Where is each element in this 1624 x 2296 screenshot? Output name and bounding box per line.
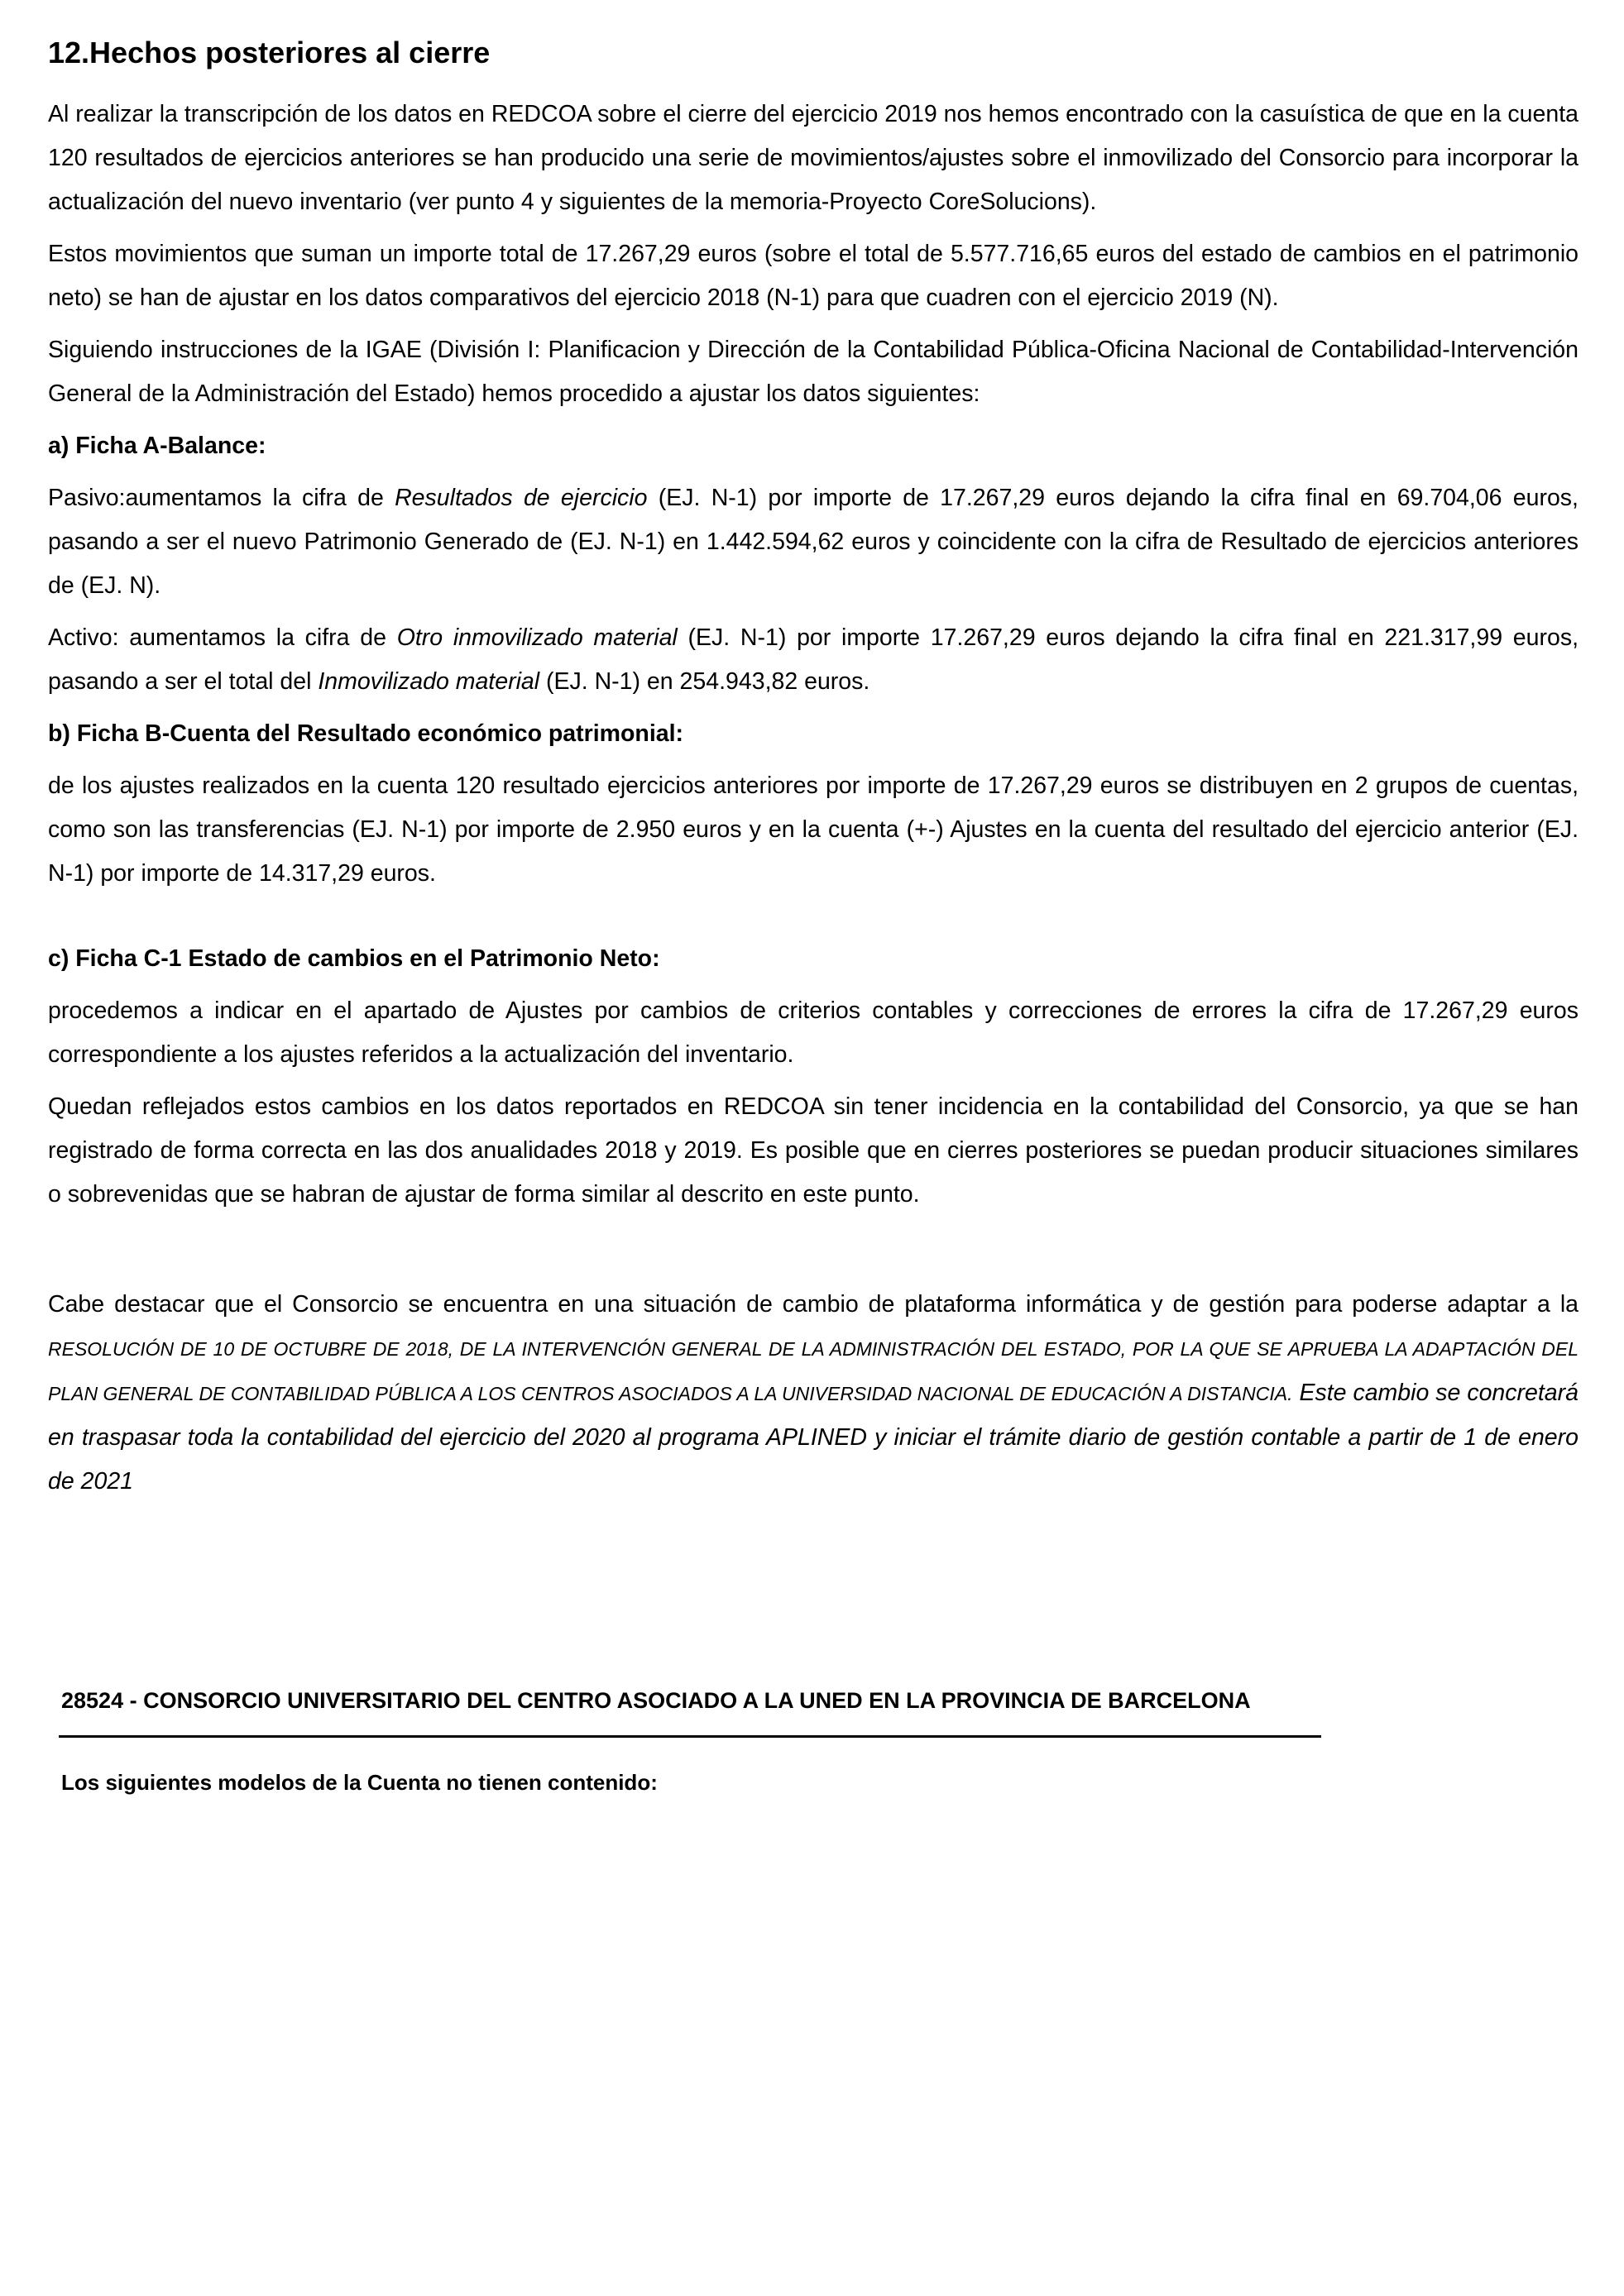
intro-paragraph: Al realizar la transcripción de los datos en REDCOA sobre el cierre del ejercicio 2019 nos hemos encontrado con la casuística de que en la cuenta 120 resultados de ejercicios anteriores se han producido una serie de movimientos/ajustes sobre el inmovilizado del Consorcio para incorporar la actualización del nuevo inventario (ver punto 4 y siguientes de la memoria-Proyecto CoreSolucions). <box>48 101 1578 215</box>
activo-text-1: Activo: aumentamos la cifra de <box>48 624 397 651</box>
activo-paragraph <box>48 616 1578 704</box>
ficha-b-paragraph: de los ajustes realizados en la cuenta 120 resultado ejercicios anteriores por importe de 17.267,29 euros se distribuyen en 2 grupos de cuentas, como son las transferencias (EJ. N-1) por importe de 2.950 euros y en la cuenta (+-) Ajustes en la cuenta del resultado del ejercicio anterior (EJ. N-1) por importe de 14.317,29 euros. <box>48 773 1578 887</box>
pasivo-text-1: Pasivo:aumentamos la cifra de <box>48 485 395 511</box>
activo-italic-term-2: Inmovilizado material <box>318 668 540 695</box>
ficha-c-heading: c) Ficha C-1 Estado de cambios en el Patrimonio Neto: <box>48 945 660 972</box>
spacer <box>48 1225 1578 1283</box>
resolution-citation: RESOLUCIÓN DE 10 DE OCTUBRE DE 2018, DE LA INTERVENCIÓN GENERAL DE LA ADMINISTRACIÓN DEL ESTADO, POR LA QUE SE APRUEBA LA ADAPTACIÓN DEL PLAN GENERAL DE CONTABILIDAD PÚBLICA A LOS CENTROS ASOCIADOS A LA UNIVERSIDAD NACIONAL DE EDUCACIÓN A DISTANCIA. <box>48 1338 1578 1404</box>
spacer <box>48 904 1578 937</box>
activo-text-3: (EJ. N-1) en 254.943,82 euros. <box>539 668 870 695</box>
igae-paragraph: Siguiendo instrucciones de la IGAE (División I: Planificacion y Dirección de la Contabilidad Pública-Oficina Nacional de Contabilidad-Intervención General de la Administración del Estado) hemos procedido a ajustar los datos siguientes: <box>48 337 1578 407</box>
pasivo-text-2: (EJ. N-1) por importe de 17.267,29 euros dejando la cifra final en 69.704,06 euros, pasando a ser el nuevo Patrimonio Generado de (EJ. N-1) en 1.442.594,62 euros y coincidente con la cifra de Resultado de ejercicios anteriores de (EJ. N). <box>48 485 1578 599</box>
activo-text-2: (EJ. N-1) por importe 17.267,29 euros dejando la cifra final en 221.317,99 euros, pasando a ser el total del <box>48 624 1578 695</box>
ficha-c-paragraph: procedemos a indicar en el apartado de Ajustes por cambios de criterios contables y correcciones de errores la cifra de 17.267,29 euros correspondiente a los ajustes referidos a la actualización del inventario. <box>48 997 1578 1068</box>
closing-paragraph <box>48 1283 1578 1504</box>
closing-lead: Cabe destacar que el Consorcio se encuentra en una situación de cambio de plataforma informática y de gestión para poderse adaptar a la <box>48 1291 1578 1318</box>
entity-title: 28524 - CONSORCIO UNIVERSITARIO DEL CENTRO ASOCIADO A LA UNED EN LA PROVINCIA DE BARCELONA <box>61 1688 1251 1713</box>
activo-italic-term-1: Otro inmovilizado material <box>396 624 678 651</box>
closing-tail: Este cambio se concretará en traspasar toda la contabilidad del ejercicio del 2020 al programa APLINED y iniciar el trámite diario de gestión contable a partir de 1 de enero de 2021 <box>48 1380 1578 1495</box>
footer-block <box>61 1684 1319 1820</box>
ficha-c-paragraph-2: Quedan reflejados estos cambios en los datos reportados en REDCOA sin tener incidencia en la contabilidad del Consorcio, ya que se han registrado de forma correcta en las dos anualidades 2018 y 2019. Es posible que en cierres posteriores se puedan producir situaciones similares o sobrevenidas que se habran de ajustar de forma similar al descrito en este punto. <box>48 1093 1578 1208</box>
ficha-a-heading: a) Ficha A-Balance: <box>48 433 266 459</box>
pasivo-paragraph <box>48 476 1578 608</box>
empty-models-note: Los siguientes modelos de la Cuenta no tienen contenido: <box>61 1770 658 1795</box>
pasivo-italic-term: Resultados de ejercicio <box>395 485 648 511</box>
divider <box>59 1735 1321 1738</box>
ficha-b-heading: b) Ficha B-Cuenta del Resultado económico patrimonial: <box>48 720 683 747</box>
amount-paragraph: Estos movimientos que suman un importe total de 17.267,29 euros (sobre el total de 5.577.716,65 euros del estado de cambios en el patrimonio neto) se han de ajustar en los datos comparativos del ejercicio 2018 (N-1) para que cuadren con el ejercicio 2019 (N). <box>48 241 1578 311</box>
report-body <box>48 31 1578 1512</box>
section-title: 12.Hechos posteriores al cierre <box>48 36 491 69</box>
